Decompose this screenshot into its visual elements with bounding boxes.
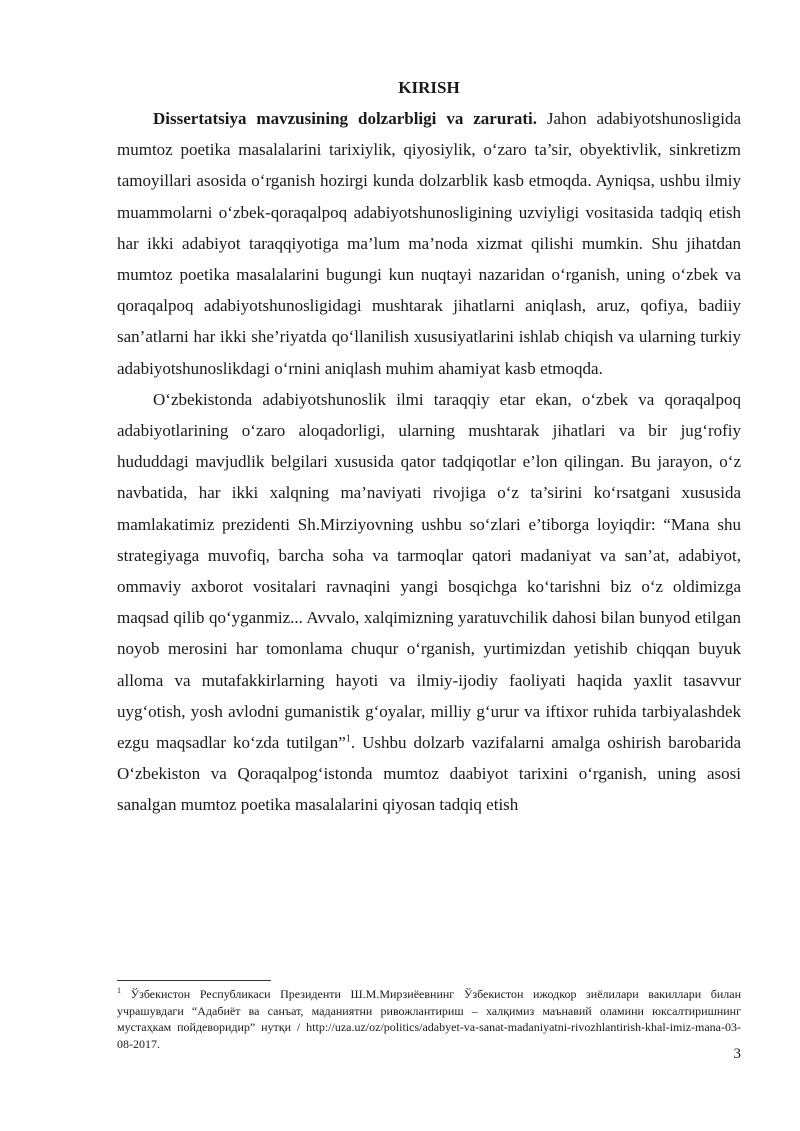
footnote-text: Ўзбекистон Республикаси Президенти Ш.М.Мирзиёевнинг Ўзбекистон ижодкор зиёлилари вакиллари билан учрашувдаги “Адабиёт ва санъат, маданиятни ривожлантириш – халқимиз маънавий оламини юксалтиришнинг мустаҳкам пойдеворидир” нутқи / http://uza.uz/oz/politics/adabyet-va-sanat-madaniyatni-rivozhlantirish-khal-imiz-mana-03-08-2017. xyxy=(117,987,741,1051)
paragraph-uzbekistan xyxy=(117,384,741,821)
footnote xyxy=(117,986,741,1052)
paragraph-body: O‘zbekistonda adabiyotshunoslik ilmi taraqqiy etar ekan, o‘zbek va qoraqalpoq adabiyotlarining o‘zaro aloqadorligi, ularning mushtarak jihatlari va bir jug‘rofiy hududdagi mavjudlik belgilari xususida qator tadqiqotlar e’lon qilingan. Bu jarayon, o‘z navbatida, har ikki xalqning ma’naviyati rivojiga o‘z ta’sirini ko‘rsatgani xususida mamlakatimiz prezidenti Sh.Mirziyovning ushbu so‘zlari e’tiborga loyiqdir: “Mana shu strategiyaga muvofiq, barcha soha va tarmoqlar qatori madaniyat va san’at, adabiyot, ommaviy axborot vositalari ravnaqini yangi bosqichga ko‘tarishni biz o‘z oldimizga maqsad qilib qo‘yganmiz... Avvalo, xalqimizning yaratuvchilik dahosi bilan bunyod etilgan noyob merosini har tomonlama chuqur o‘rganish, yurtimizdan yetishib chiqqan buyuk alloma va mutafakkirlarning hayoti va ilmiy-ijodiy faoliyati haqida yaxlit tasavvur uyg‘otish, yosh avlodni gumanistik g‘oyalar, milliy g‘urur va iftixor ruhida tarbiyalashdek ezgu maqsadlar ko‘zda tutilgan” xyxy=(117,389,741,753)
paragraph-relevance xyxy=(117,103,741,384)
footnote-marker: 1 xyxy=(117,986,121,995)
paragraph-tail: . Ushbu dolzarb vazifalarni amalga oshirish barobarida O‘zbekiston va Qoraqalpog‘istonda mumtoz daabiyot tarixini o‘rganish, uning asosi sanalgan mumtoz poetika masalalarini qiyosan tadqiq etish xyxy=(117,733,741,815)
body-text xyxy=(117,73,741,821)
footnote-separator xyxy=(117,980,271,981)
page-number: 3 xyxy=(733,1046,741,1062)
page-heading: KIRISH xyxy=(398,78,460,97)
footnote-reference[interactable]: 1 xyxy=(345,733,351,745)
paragraph-body: Jahon adabiyotshunosligida mumtoz poetika masalalarini tarixiylik, qiyosiylik, o‘zaro ta’sir, obyektivlik, sinkretizm tamoyillari asosida o‘rganish hozirgi kunda dolzarblik kasb etmoqda. Ayniqsa, ushbu ilmiy muammolarni o‘zbek-qoraqalpoq adabiyotshunosligining uzviyligi vositasida tadqiq etish har ikki adabiyot taraqqiyotiga ma’lum ma’noda xizmat qilishi mumkin. Shu jihatdan mumtoz poetika masalalarini bugungi kun nuqtayi nazaridan o‘rganish, uning o‘zbek va qoraqalpoq adabiyotshunosligidagi mushtarak jihatlarni aniqlash, aruz, qofiya, badiiy san’atlarni har ikki she’riyatda qo‘llanilish xususiyatlarini ishlab chiqish va ularning turkiy adabiyotshunoslikdagi o‘rnini aniqlash muhim ahamiyat kasb etmoqda. xyxy=(117,109,741,378)
paragraph-lead: Dissertatsiya mavzusining dolzarbligi va zarurati. xyxy=(153,109,537,128)
